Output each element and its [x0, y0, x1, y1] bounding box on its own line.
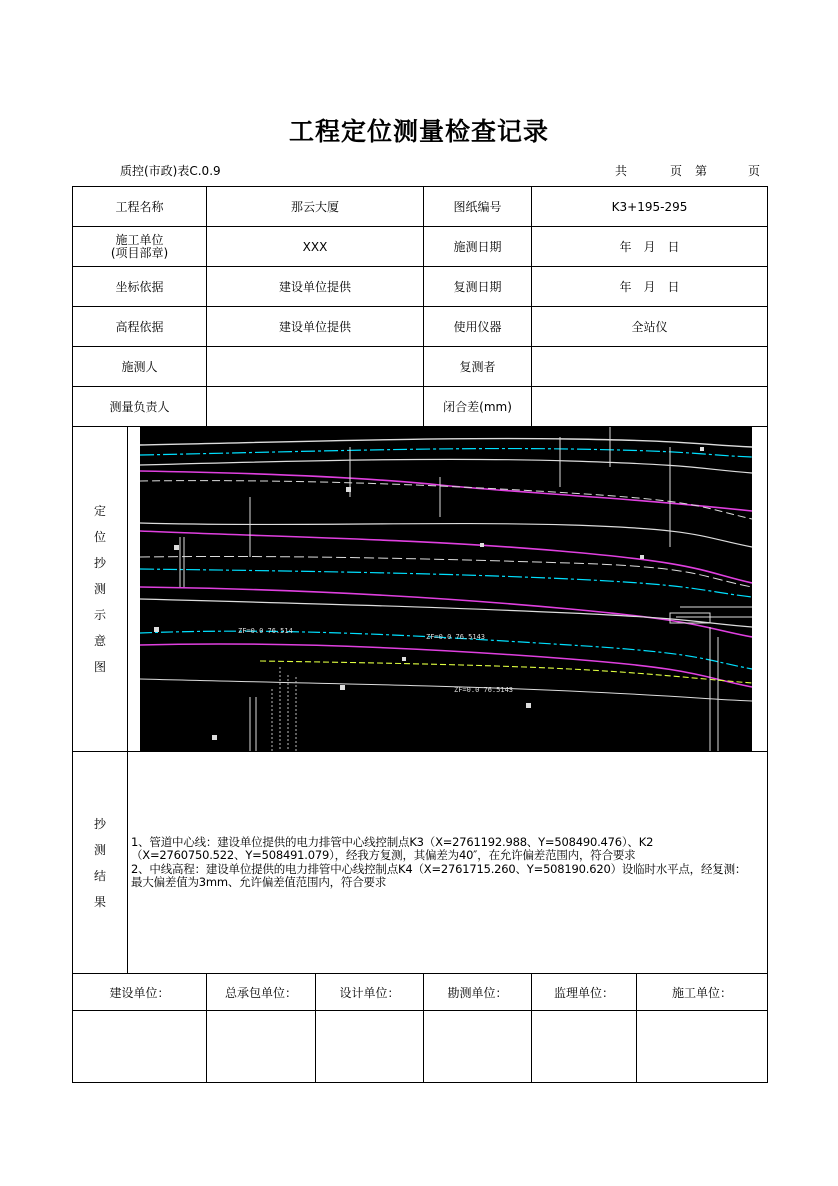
survey-lead-label: 测量负责人	[73, 387, 207, 427]
table-row	[73, 307, 768, 347]
instrument-label: 使用仪器	[424, 307, 532, 347]
table-row	[73, 227, 768, 267]
sign-unit-general-contractor: 总承包单位：	[207, 974, 316, 1011]
contractor-label	[73, 227, 207, 267]
sign-unit-supervision: 监理单位：	[532, 974, 637, 1011]
result-line-2: 2、中线高程：建设单位提供的电力排管中心线控制点K4（X=2761715.260、Y=508190.620）设临时水平点，经复测：最大偏差值为3mm、允许偏差值范围内，符合要求	[131, 861, 747, 889]
table-row	[73, 187, 768, 227]
page-label-2: 页	[748, 164, 761, 178]
sketch-label	[73, 427, 128, 752]
result-row	[73, 752, 768, 974]
signature-header-row	[73, 974, 768, 1011]
closure-error-label: 闭合差(mm)	[424, 387, 532, 427]
form-number: 质控(市政)表C.0.9	[120, 164, 221, 178]
table-row	[73, 387, 768, 427]
sketch-label-char: 位	[93, 530, 106, 544]
survey-drawing	[140, 427, 752, 751]
sign-unit-owner: 建设单位：	[73, 974, 207, 1011]
sign-unit-design: 设计单位：	[316, 974, 424, 1011]
result-text	[128, 836, 767, 890]
sign-box	[73, 1011, 207, 1083]
sketch-label-char: 意	[93, 634, 106, 648]
result-line-1: 1、管道中心线：建设单位提供的电力排管中心线控制点K3（X=2761192.988、Y=508490.476）、K2（X=2760750.522、Y=508491.079），经我方复测，其偏差为40″，在允许偏差范围内，符合要求	[131, 834, 654, 862]
sketch-row	[73, 427, 768, 752]
survey-date-value: 年 月 日	[532, 227, 768, 267]
signature-blank-row	[73, 1011, 768, 1083]
sketch-cell	[128, 427, 768, 752]
rechecker-value	[532, 347, 768, 387]
drawing-no-label: 图纸编号	[424, 187, 532, 227]
recheck-date-label: 复测日期	[424, 267, 532, 307]
sign-box	[637, 1011, 768, 1083]
page-title: 工程定位测量检查记录	[288, 117, 549, 146]
drawing-label: ZF=0.0 76.5143	[454, 686, 514, 694]
table-row	[73, 267, 768, 307]
result-label-char: 抄	[93, 816, 106, 831]
sign-box	[316, 1011, 424, 1083]
table-row	[73, 347, 768, 387]
contractor-label-line1: 施工单位	[115, 232, 164, 247]
result-label-char: 结	[93, 868, 106, 883]
recheck-date-value: 年 月 日	[532, 267, 768, 307]
result-cell	[128, 752, 768, 974]
survey-drawing-svg	[140, 427, 752, 751]
sign-box	[424, 1011, 532, 1083]
surveyor-value	[207, 347, 424, 387]
project-name-label: 工程名称	[73, 187, 207, 227]
contractor-label-line2: (项目部章)	[110, 245, 169, 260]
sketch-label-char: 抄	[93, 556, 106, 570]
survey-lead-value	[207, 387, 424, 427]
sketch-label-char: 图	[93, 660, 106, 674]
project-name-value: 那云大厦	[207, 187, 424, 227]
signature-table	[72, 973, 768, 1083]
drawing-no-value: K3+195-295	[532, 187, 768, 227]
coordinate-basis-value: 建设单位提供	[207, 267, 424, 307]
sign-box	[207, 1011, 316, 1083]
closure-error-value	[532, 387, 768, 427]
elevation-basis-label: 高程依据	[73, 307, 207, 347]
surveyor-label: 施测人	[73, 347, 207, 387]
page-label: 页	[670, 164, 683, 178]
page-nth-label: 第	[695, 164, 708, 178]
sign-unit-construction: 施工单位：	[637, 974, 768, 1011]
rechecker-label: 复测者	[424, 347, 532, 387]
drawing-label: ZF=0.0 76.5143	[426, 633, 486, 641]
sign-unit-survey: 勘测单位：	[424, 974, 532, 1011]
result-label-char: 果	[93, 894, 106, 909]
coordinate-basis-label: 坐标依据	[73, 267, 207, 307]
page-total-label: 共	[615, 164, 628, 178]
result-label-char: 测	[93, 842, 106, 857]
contractor-value: XXX	[207, 227, 424, 267]
sketch-label-char: 测	[93, 582, 106, 596]
drawing-label: ZF=0.0 76.514	[238, 627, 293, 635]
record-table	[72, 186, 768, 974]
instrument-value: 全站仪	[532, 307, 768, 347]
elevation-basis-value: 建设单位提供	[207, 307, 424, 347]
sketch-label-char: 定	[93, 504, 106, 518]
sign-box	[532, 1011, 637, 1083]
result-label	[73, 752, 128, 974]
sketch-label-char: 示	[93, 608, 106, 622]
survey-date-label: 施测日期	[424, 227, 532, 267]
